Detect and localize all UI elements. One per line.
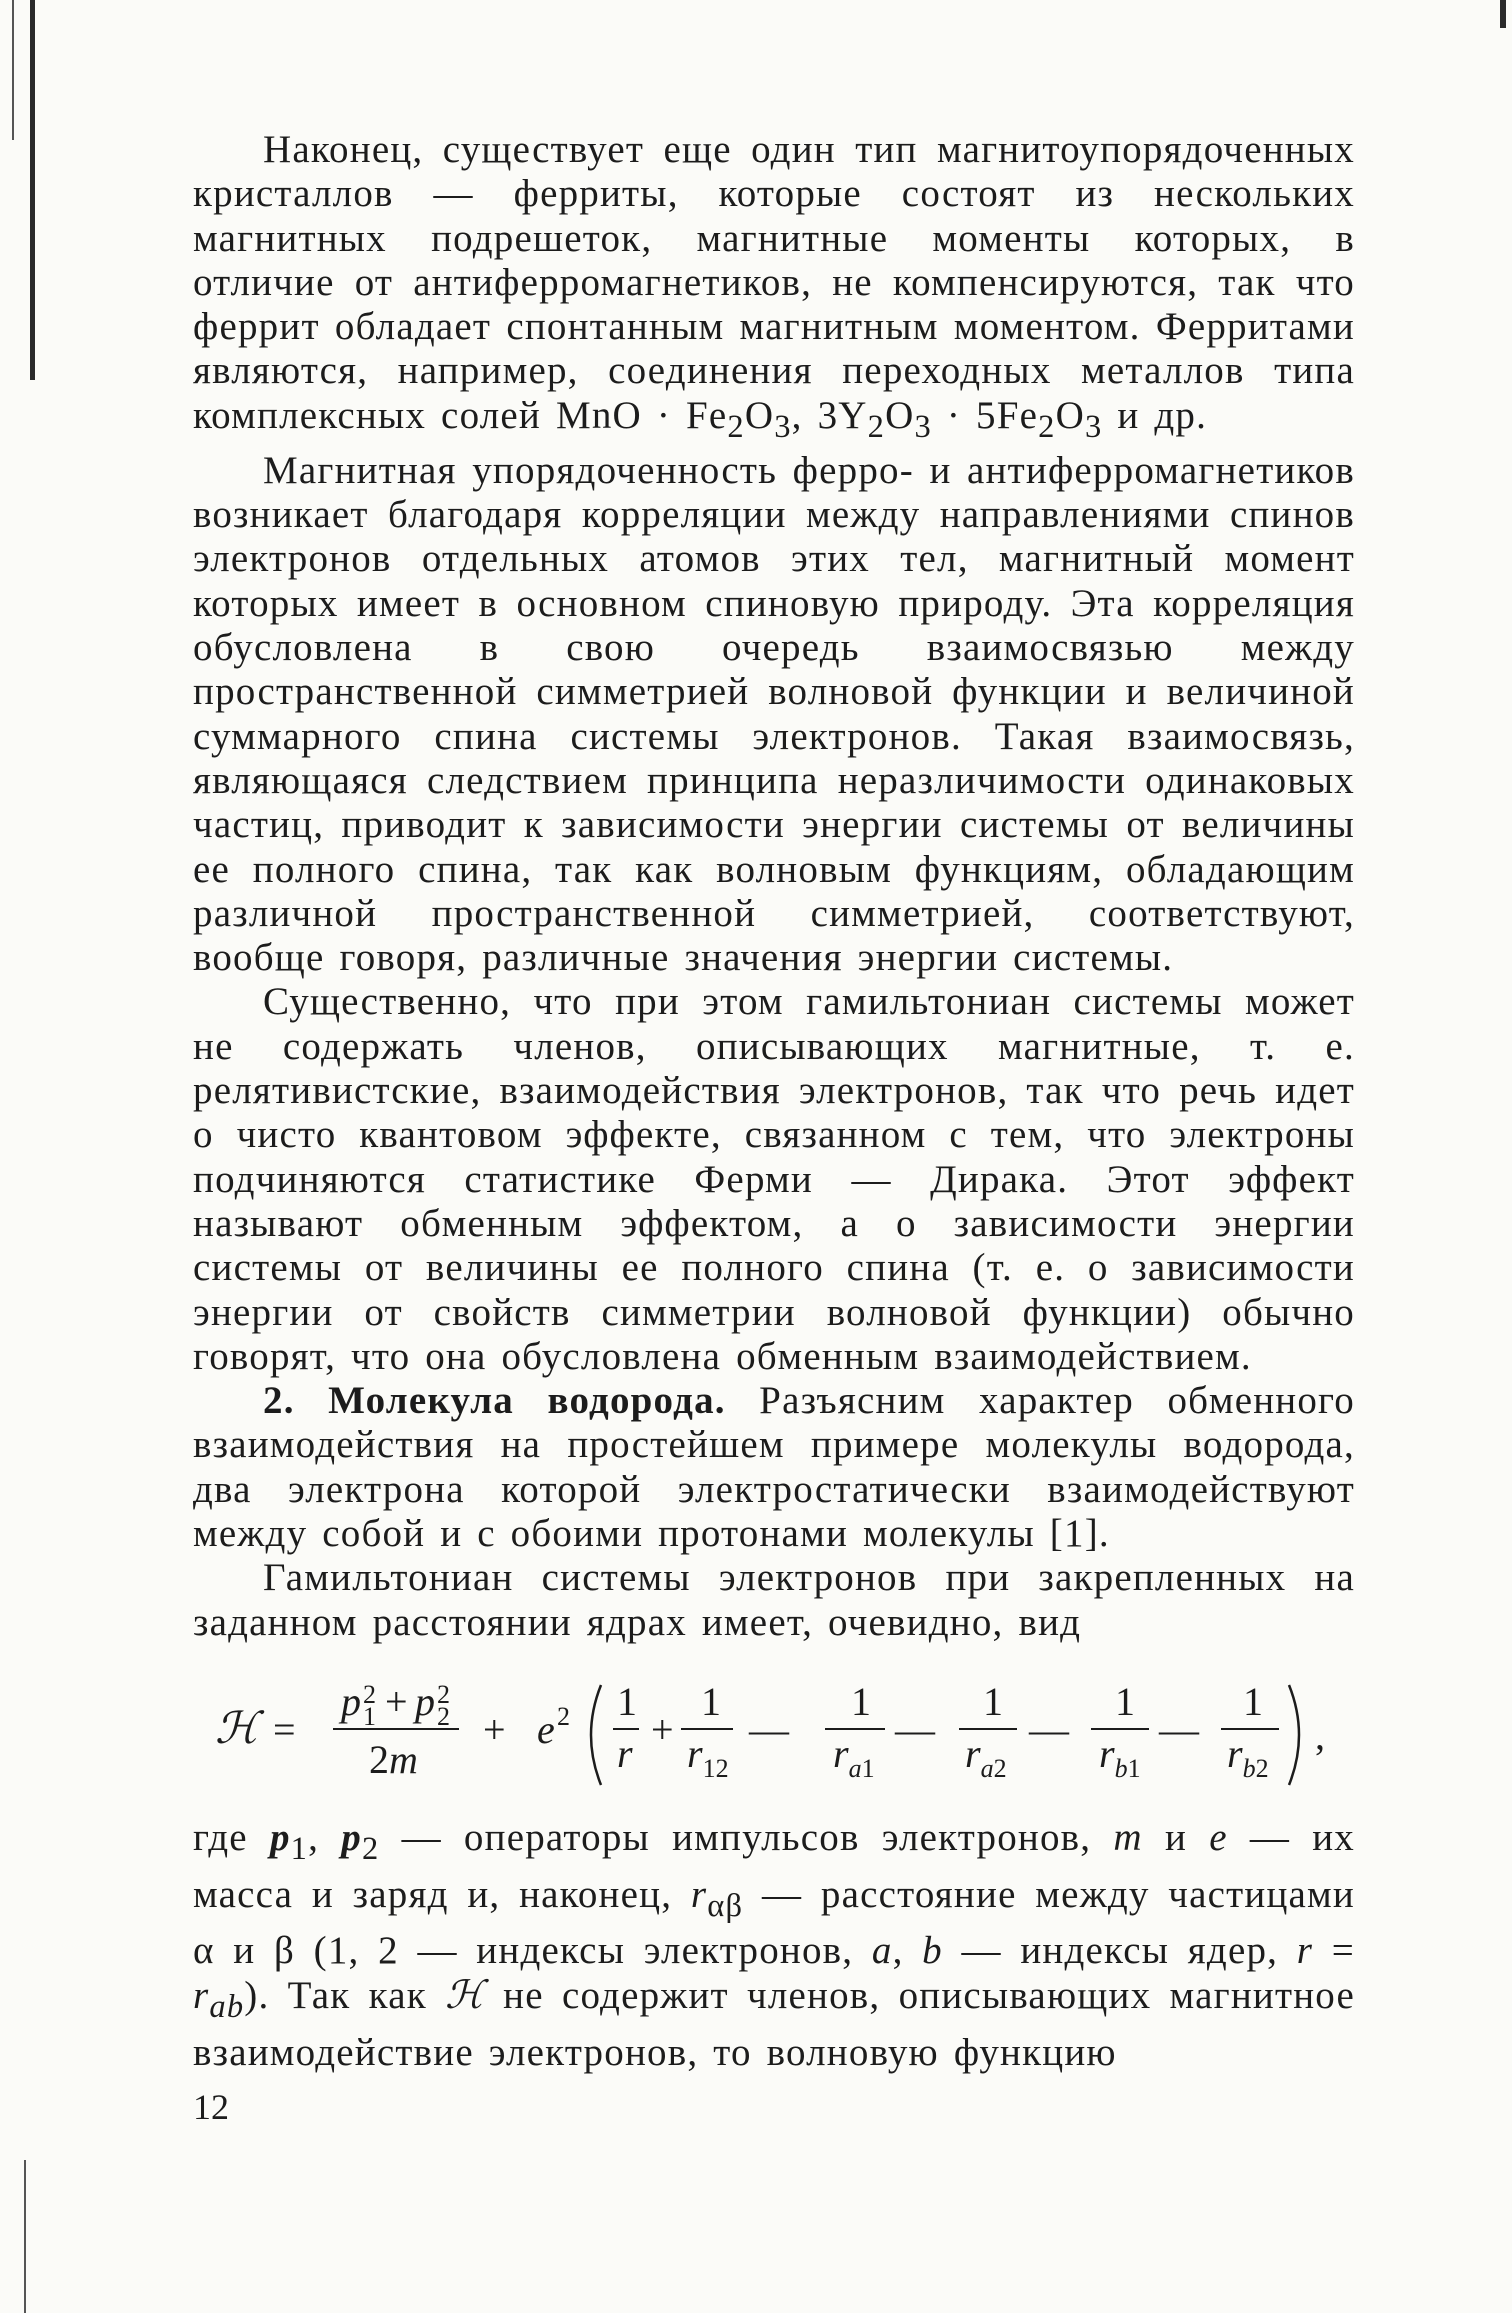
scan-edge-left-thin [12,0,14,140]
paragraph-after-formula: где $p_1$, $p_2$ — операторы импульсов электронов, m и e — их масса и заряд и, наконец, $r_{\alpha\beta}$ — расстояние между частицами α и β (1, 2 — индексы электронов, a, b — индексы ядер, $r = r_{ab}$). Так как ℋ не содержит членов, описывающих магнитное взаимодействие электронов, то волновую функцию [193,1815,1355,2075]
svg-text:—: — [1029,1706,1069,1752]
section-text: Разъясним характер обменного взаимодействия на простейшем примере молекулы водорода, два электрона которой электростатически взаимодействуют между собой и с обоими протонами молекулы [1]. [193,1379,1355,1555]
paragraph-ferrites: Наконец, существует еще один тип магнитоупорядоченных кристаллов — ферриты, которые состоят из нескольких магнитных подрешеток, магнитные моменты которых, в отличие от антиферромагнетиков, не компенсируются, так что феррит обладает спонтанным магнитным моментом. Ферритами являются, например, соединения переходных металлов типа комплексных солей MnO · $Fe_2O_3$, $3Y_2O_3 \cdot 5Fe_2O_3$ и др. [193,128,1355,445]
term-1-over-r-den: r [617,1730,633,1776]
formula-denominator: 2m [369,1736,418,1782]
hamiltonian-formula [193,1645,1355,1815]
svg-text:—: — [1159,1706,1199,1752]
term-rb2-num: 1 [1243,1678,1263,1724]
term-ra1-den: $r_a1$ [833,1730,875,1783]
svg-text:+: + [385,1678,408,1724]
term-rb2-den: $r_b2$ [1227,1730,1269,1783]
scan-edge-left-bar [30,0,35,380]
term-ra1-num: 1 [851,1678,871,1724]
term-r12-num: 1 [701,1678,721,1724]
svg-text:p: p [415,1678,435,1724]
scan-edge-bottom-left [24,2160,26,2313]
svg-text:—: — [749,1706,789,1752]
paragraph-exchange-effect: Существенно, что при этом гамильтониан системы может не содержать членов, описывающих магнитные, т. е. релятивистские, взаимодействия электронов, так что речь идет о чисто квантовом эффекте, связанном с тем, что электроны подчиняются статистике Ферми — Дирака. Этот эффект называют обменным эффектом, а о зависимости энергии системы от величины ее полного спина (т. е. о зависимости энергии от свойств симметрии волновой функции) обычно говорят, что она обусловлена обменным взаимодействием. [193,980,1355,1378]
text-block [193,128,1355,2075]
svg-text:—: — [895,1706,935,1752]
svg-text:2: 2 [437,1679,450,1709]
term-r12-den: $r_{12}$ [687,1730,729,1783]
term-ra2-num: 1 [983,1678,1003,1724]
formula-coefficient: e [537,1706,555,1752]
term-rb1-den: $r_b1$ [1099,1730,1141,1783]
term-ra2-den: $r_a2$ [965,1730,1007,1783]
formula-right-paren [1289,1685,1299,1785]
scan-edge-top-right [1500,0,1506,28]
svg-text:2: 2 [363,1679,376,1709]
svg-text:2: 2 [557,1701,570,1731]
formula-equals: = [273,1706,296,1752]
term-1-over-r-num: 1 [617,1678,637,1724]
section-heading: 2. Молекула водорода. [263,1379,726,1423]
svg-text:1: 1 [363,1701,376,1731]
svg-text:,: , [1315,1712,1325,1758]
term-rb1-num: 1 [1115,1678,1135,1724]
paragraph-hydrogen-molecule [193,1379,1355,1556]
paragraph-hamiltonian-intro: Гамильтониан системы электронов при закрепленных на заданном расстоянии ядрах имеет, очевидно, вид [193,1556,1355,1644]
svg-text:+: + [651,1706,674,1752]
paragraph-magnetic-order: Магнитная упорядоченность ферро- и антиферромагнетиков возникает благодаря корреляции между направлениями спинов электронов отдельных атомов этих тел, магнитный момент которых имеет в основном спиновую природу. Эта корреляция обусловлена в свою очередь взаимосвязью между пространственной симметрией волновой функции и величиной суммарного спина системы электронов. Такая взаимосвязь, являющаяся следствием принципа неразличимости одинаковых частиц, приводит к зависимости энергии системы от величины ее полного спина, так как волновым функциям, обладающим различной пространственной симметрией, соответствуют, вообще говоря, различные значения энергии системы. [193,448,1355,980]
svg-text:2: 2 [437,1701,450,1731]
formula-lhs: ℋ [215,1703,259,1753]
page-number: 12 [193,2087,229,2127]
formula-numerator: p [341,1678,361,1724]
formula-plus: + [483,1706,506,1752]
formula-left-paren [591,1685,601,1785]
